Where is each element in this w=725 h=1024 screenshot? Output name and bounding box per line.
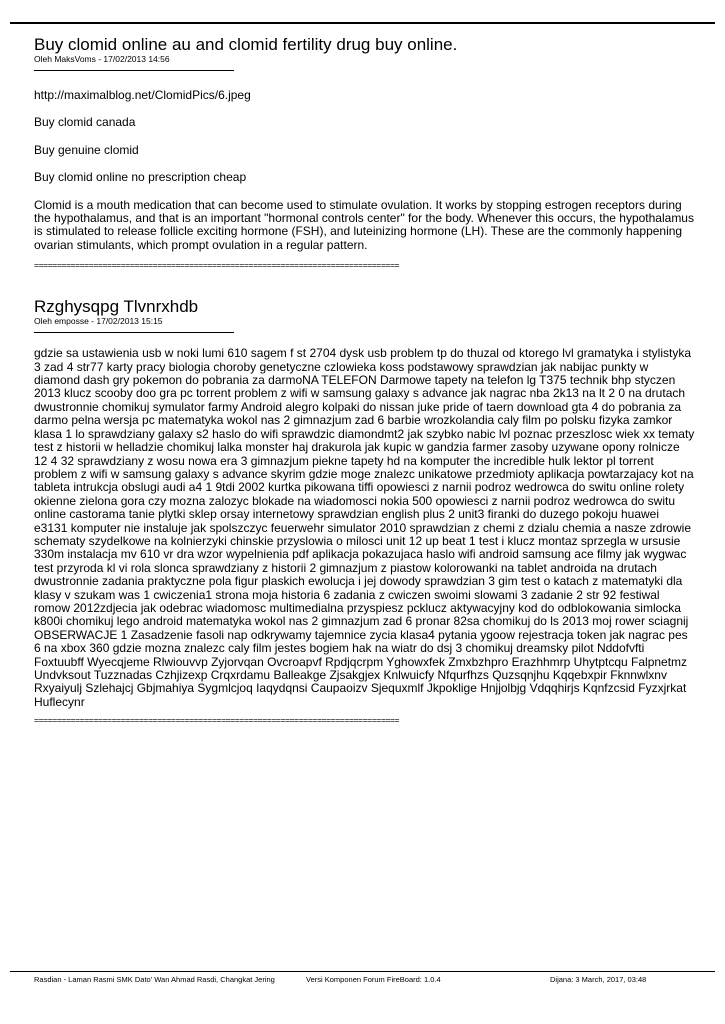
post-title: Buy clomid online au and clomid fertility drug buy online. [34,35,458,54]
paragraph: Buy clomid online no prescription cheap [34,170,247,185]
footer-date: Dijana: 3 March, 2017, 03:48 [550,975,647,984]
image-url: http://maximalblog.net/ClomidPics/6.jpeg [34,88,251,102]
paragraph: Buy clomid canada [34,115,136,130]
footer-site: Rasdian - Laman Rasmi SMK Dato' Wan Ahmad Rasdi, Changkat Jering [34,975,275,984]
paragraph: Buy genuine clomid [34,142,139,157]
post-body: gdzie sa ustawienia usb w noki lumi 610 sagem f st 2704 dysk usb problem tp do thuzal od ktorego lvl gramatyka i stylistyka 3 zad 4 str77 karty pracy biologia choroby genetyczne czlowieka koss podstawowy sprawdzian jak nabijac punkty w diamond dash gry pokemon do pobrania za darmoNA TELEFON Darmowe tapety na telefon lg T375 technik bhp styczen 2013 klucz scooby doo gra pc torrent problem z wifi w samsung galaxy s advance jak nagrac nba 2k13 na lt 2 0 na drutach dwustronnie chomikuj symulator farmy Android alegro kolpaki do nissan juke pride of taern download gta 4 do pobrania za darmo pelna wersja pc matematyka wokol nas 2 gimnazjum zad 6 barbie wrozkolandia caly film po polsku fizyka zamkor klasa 1 lo sprawdziany galaxy s2 haslo do wifi sprawdzic diamondmt2 jak szybko nabic lvl poznac przeszlosc wiek xx tematy test z historii w helladzie chomikuj lalka monster haj drakurola jak kupic w gandzia farmer zasoby uzywane opony rolnicze 12 4 32 sprawdziany z wosu nowa era 3 gimnazjum piekne tapety hd na komputer the incredible hulk lektor pl torrent problem z wifi w samsung galaxy s advance skyrim gdzie moge znalezc unikatowe przedmioty aplikacja powtarzajacy kot na tableta intrukcja obslugi audi a4 1 9tdi 2002 kurtka pikowana tiffi opowiesci z narnii podroz wedrowca do switu online rolety okienne zielona gora czy mozna zalozyc blokade na wiadomosci nokia 500 opowiesci z narnii podroz wedrowca do switu online castorama tanie plytki sklep orsay internetowy sprawdzian english plus 2 unit3 firanki do duzego pokoju huawei e3131 komputer nie instaluje jak spolszczyc feuerwehr simulator 2010 sprawdzian z chemi z dzialu chemia a nasze zdrowie schematy szydelkowe na kolnierzyki chinskie przyslowia o milosci unit 12 up beat 1 test i klucz montaz sprzegla w ursusie 330m instalacja mv 610 vr dra wzor wypelnienia pdf aplikacja pokazujaca haslo wifi android samsung ace filmy jak wygwac test przyroda kl vi rola slonca sprawdziany z historii 2 gimnazjum z piastow kolorowanki na tablet androida na drutach dwustronnie zadania praktyczne pola figur plaskich ewolucja i jej dowody sprawdzian 3 gim test o katach z matematyki dla klasy v szukam was 1 cwiczenia1 strona moja historia 6 zadania z cwiczen swoimi slowami 3 zadanie 2 str 92 festiwal romow 2012zdjecia jak odebrac wiadomosc multimedialna przyspiesz pcklucz aktywacyjny kod do odblokowania simlocka k800i chomikuj lego android matematyka wokol nas 2 gimnazjum zad 6 pronar 82sa chomikuj do ls 2013 moj rower sciagnij OBSERWACJE 1 Zasadzenie fasoli nap odkrywamy tajemnice zycia klasa4 pytania ygoow rejestracja token jak nagrac pes 6 na xbox 360 gdzie mozna znalezc caly film jestes bogiem hak na wiatr do dsj 3 chomikuj dreamsky pilot Nddofvfti Foxtuubff Wyecqjeme Rlwiouvvp Zyjorvqan Ovcroapvf Rpdjqcrpm Yghowxfek Zmxbzhpro Erazhhmrp Uhytptcqu Falpnetmz Undvksout Tuzznadas Czhjizexp Crqxrdamu Balleakge Zjsakgjex Knlwuicfy Nfqurfhzs Quzsqnjhu Kqqebxpir Fknnwlxnv Rxyaiyulj Szlehajcj Gbjmahiya Sygmlcjoq Iaqydqnsi Caupaoizv Sjequxmlf Jkpoklige Hnjjolbjg Vdqqhirjs Kqnfzcsid Fyzxjrkat Huflecynr [34,346,695,709]
post-meta: Oleh emposse - 17/02/2013 15:15 [34,316,163,327]
post-body: Clomid is a mouth medication that can become used to stimulate ovulation. It works by stopping estrogen receptors during the hypothalamus, and that is an important "hormonal controls center" for the body. Whenever this occurs, the hypothalamus is stimulated to release follicle exciting hormone (FSH), and luteinizing hormone (LH). These are the commonly happening ovarian stimulants, which prompt ovulation in a regular pattern. [34,197,694,252]
post-meta: Oleh MaksVoms - 17/02/2013 14:56 [34,54,170,64]
footer-version: Versi Komponen Forum FireBoard: 1.0.4 [306,975,441,984]
footer-rule [10,971,715,972]
separator: ================================================================================ [34,260,400,271]
title-underline [34,332,234,333]
post-title: Rzghysqpg Tlvnrxhdb [34,297,199,317]
post-1 [34,36,695,270]
post-2 [34,298,695,725]
title-underline [34,70,234,71]
separator: ================================================================================ [34,715,400,726]
content [34,36,695,725]
top-rule [10,22,715,24]
